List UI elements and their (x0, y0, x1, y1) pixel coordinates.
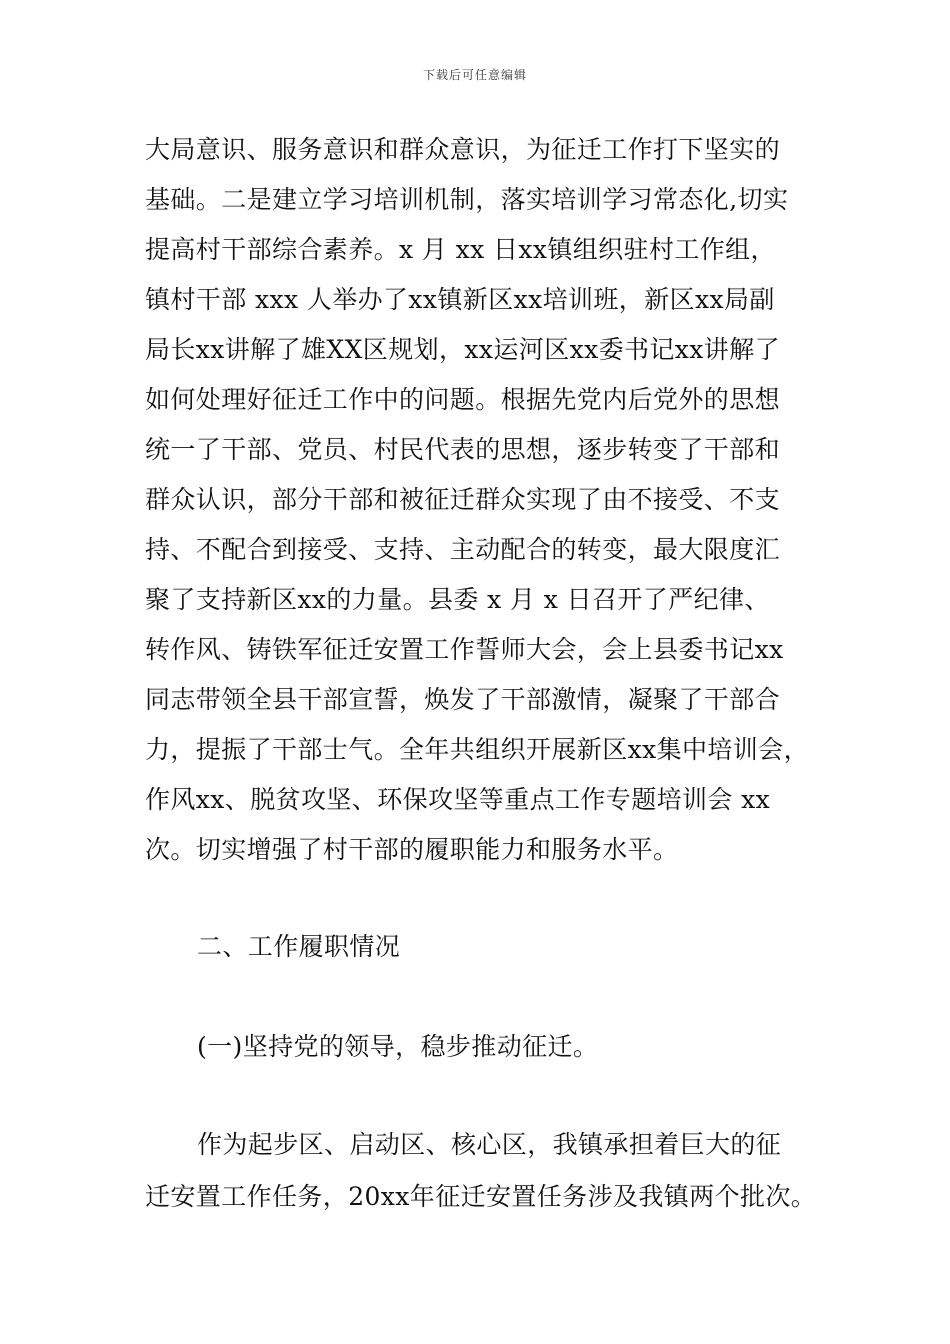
paragraph-line: 迁安置工作任务，20xx年征迁安置任务涉及我镇两个批次。 (145, 1182, 817, 1211)
body-line: 力，提振了干部士气。全年共组织开展新区xx集中培训会， (145, 735, 810, 764)
body-line: 如何处理好征迁工作中的问题。根据先党内后党外的思想 (145, 385, 781, 414)
body-line: 持、不配合到接受、支持、主动配合的转变，最大限度汇 (145, 535, 781, 564)
section-heading: 二、工作履职情况 (197, 932, 401, 961)
body-line: 局长xx讲解了雄XX区规划，xx运河区xx委书记xx讲解了 (145, 335, 780, 364)
subsection-heading: (一)坚持党的领导，稳步推动征迁。 (197, 1032, 599, 1061)
body-line: 聚了支持新区xx的力量。县委 x 月 x 日召开了严纪律、 (145, 585, 770, 614)
body-line: 次。切实增强了村干部的履职能力和服务水平。 (145, 835, 679, 864)
body-line: 统一了干部、党员、村民代表的思想，逐步转变了干部和 (145, 435, 781, 464)
body-line: 基础。二是建立学习培训机制，落实培训学习常态化,切实 (145, 185, 789, 214)
body-line: 作风xx、脱贫攻坚、环保攻坚等重点工作专题培训会 xx (145, 785, 771, 814)
body-line: 同志带领全县干部宣誓，焕发了干部激情，凝聚了干部合 (145, 685, 781, 714)
header-note: 下载后可任意编辑 (422, 68, 527, 82)
body-line: 群众认识，部分干部和被征迁群众实现了由不接受、不支 (145, 485, 781, 514)
body-line: 提高村干部综合素养。x 月 xx 日xx镇组织驻村工作组， (145, 235, 776, 264)
body-line: 大局意识、服务意识和群众意识，为征迁工作打下坚实的 (145, 135, 781, 164)
paragraph-line: 作为起步区、启动区、核心区，我镇承担着巨大的征 (197, 1130, 782, 1159)
body-line: 转作风、铸铁军征迁安置工作誓师大会，会上县委书记xx (145, 635, 784, 664)
body-line: 镇村干部 xxx 人举办了xx镇新区xx培训班，新区xx局副 (145, 285, 775, 314)
